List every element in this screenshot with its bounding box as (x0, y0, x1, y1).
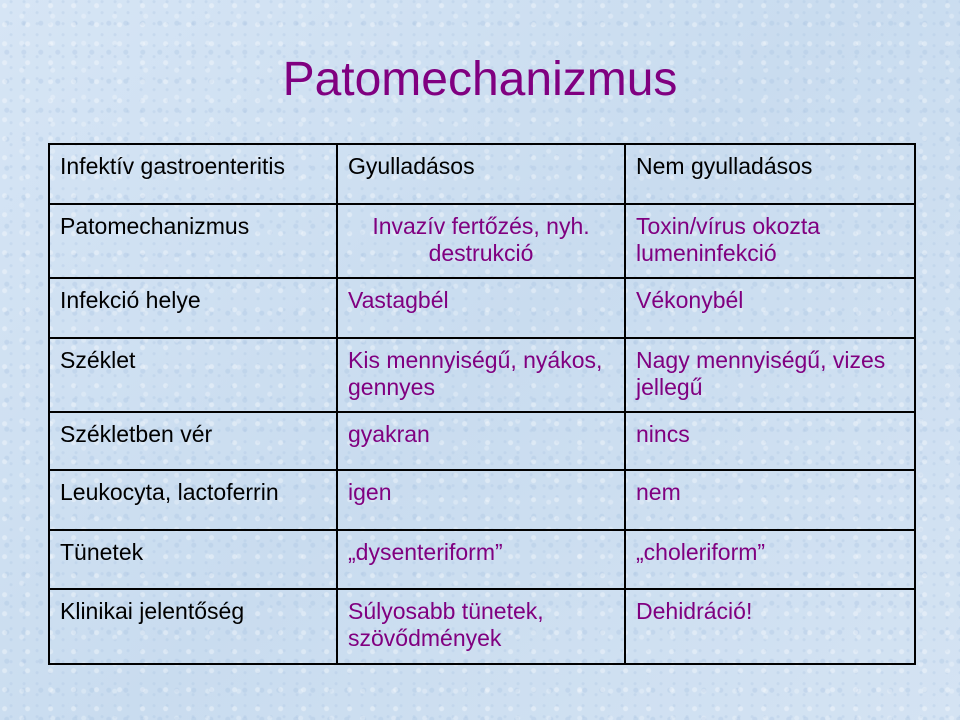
table-cell: nincs (625, 412, 915, 470)
row-label: Széklet (49, 338, 337, 412)
row-label: Infekció helye (49, 278, 337, 338)
row-label: Klinikai jelentőség (49, 589, 337, 664)
table-row (49, 589, 915, 664)
table-cell: nem (625, 470, 915, 530)
table-cell: „dysenteriform” (337, 530, 625, 589)
row-label: Székletben vér (49, 412, 337, 470)
table-header-row (49, 144, 915, 204)
table-row (49, 338, 915, 412)
row-label: Tünetek (49, 530, 337, 589)
comparison-table (48, 143, 916, 665)
table-cell: gyakran (337, 412, 625, 470)
table-cell: Invazív fertőzés, nyh. destrukció (337, 204, 625, 278)
table-row (49, 412, 915, 470)
table-cell: Toxin/vírus okozta lumeninfekció (625, 204, 915, 278)
header-cell: Nem gyulladásos (625, 144, 915, 204)
table-row (49, 530, 915, 589)
header-cell: Infektív gastroenteritis (49, 144, 337, 204)
table-cell: Vékonybél (625, 278, 915, 338)
table-cell: igen (337, 470, 625, 530)
table-cell: Súlyosabb tünetek, szövődmények (337, 589, 625, 664)
table-row (49, 204, 915, 278)
table-cell: Nagy mennyiségű, vizes jellegű (625, 338, 915, 412)
table-cell: Kis mennyiségű, nyákos, gennyes (337, 338, 625, 412)
table-cell: Vastagbél (337, 278, 625, 338)
table-row (49, 278, 915, 338)
table-cell: „choleriform” (625, 530, 915, 589)
page-title: Patomechanizmus (282, 53, 678, 106)
header-cell: Gyulladásos (337, 144, 625, 204)
row-label: Patomechanizmus (49, 204, 337, 278)
row-label: Leukocyta, lactoferrin (49, 470, 337, 530)
table-cell: Dehidráció! (625, 589, 915, 664)
table-row (49, 470, 915, 530)
